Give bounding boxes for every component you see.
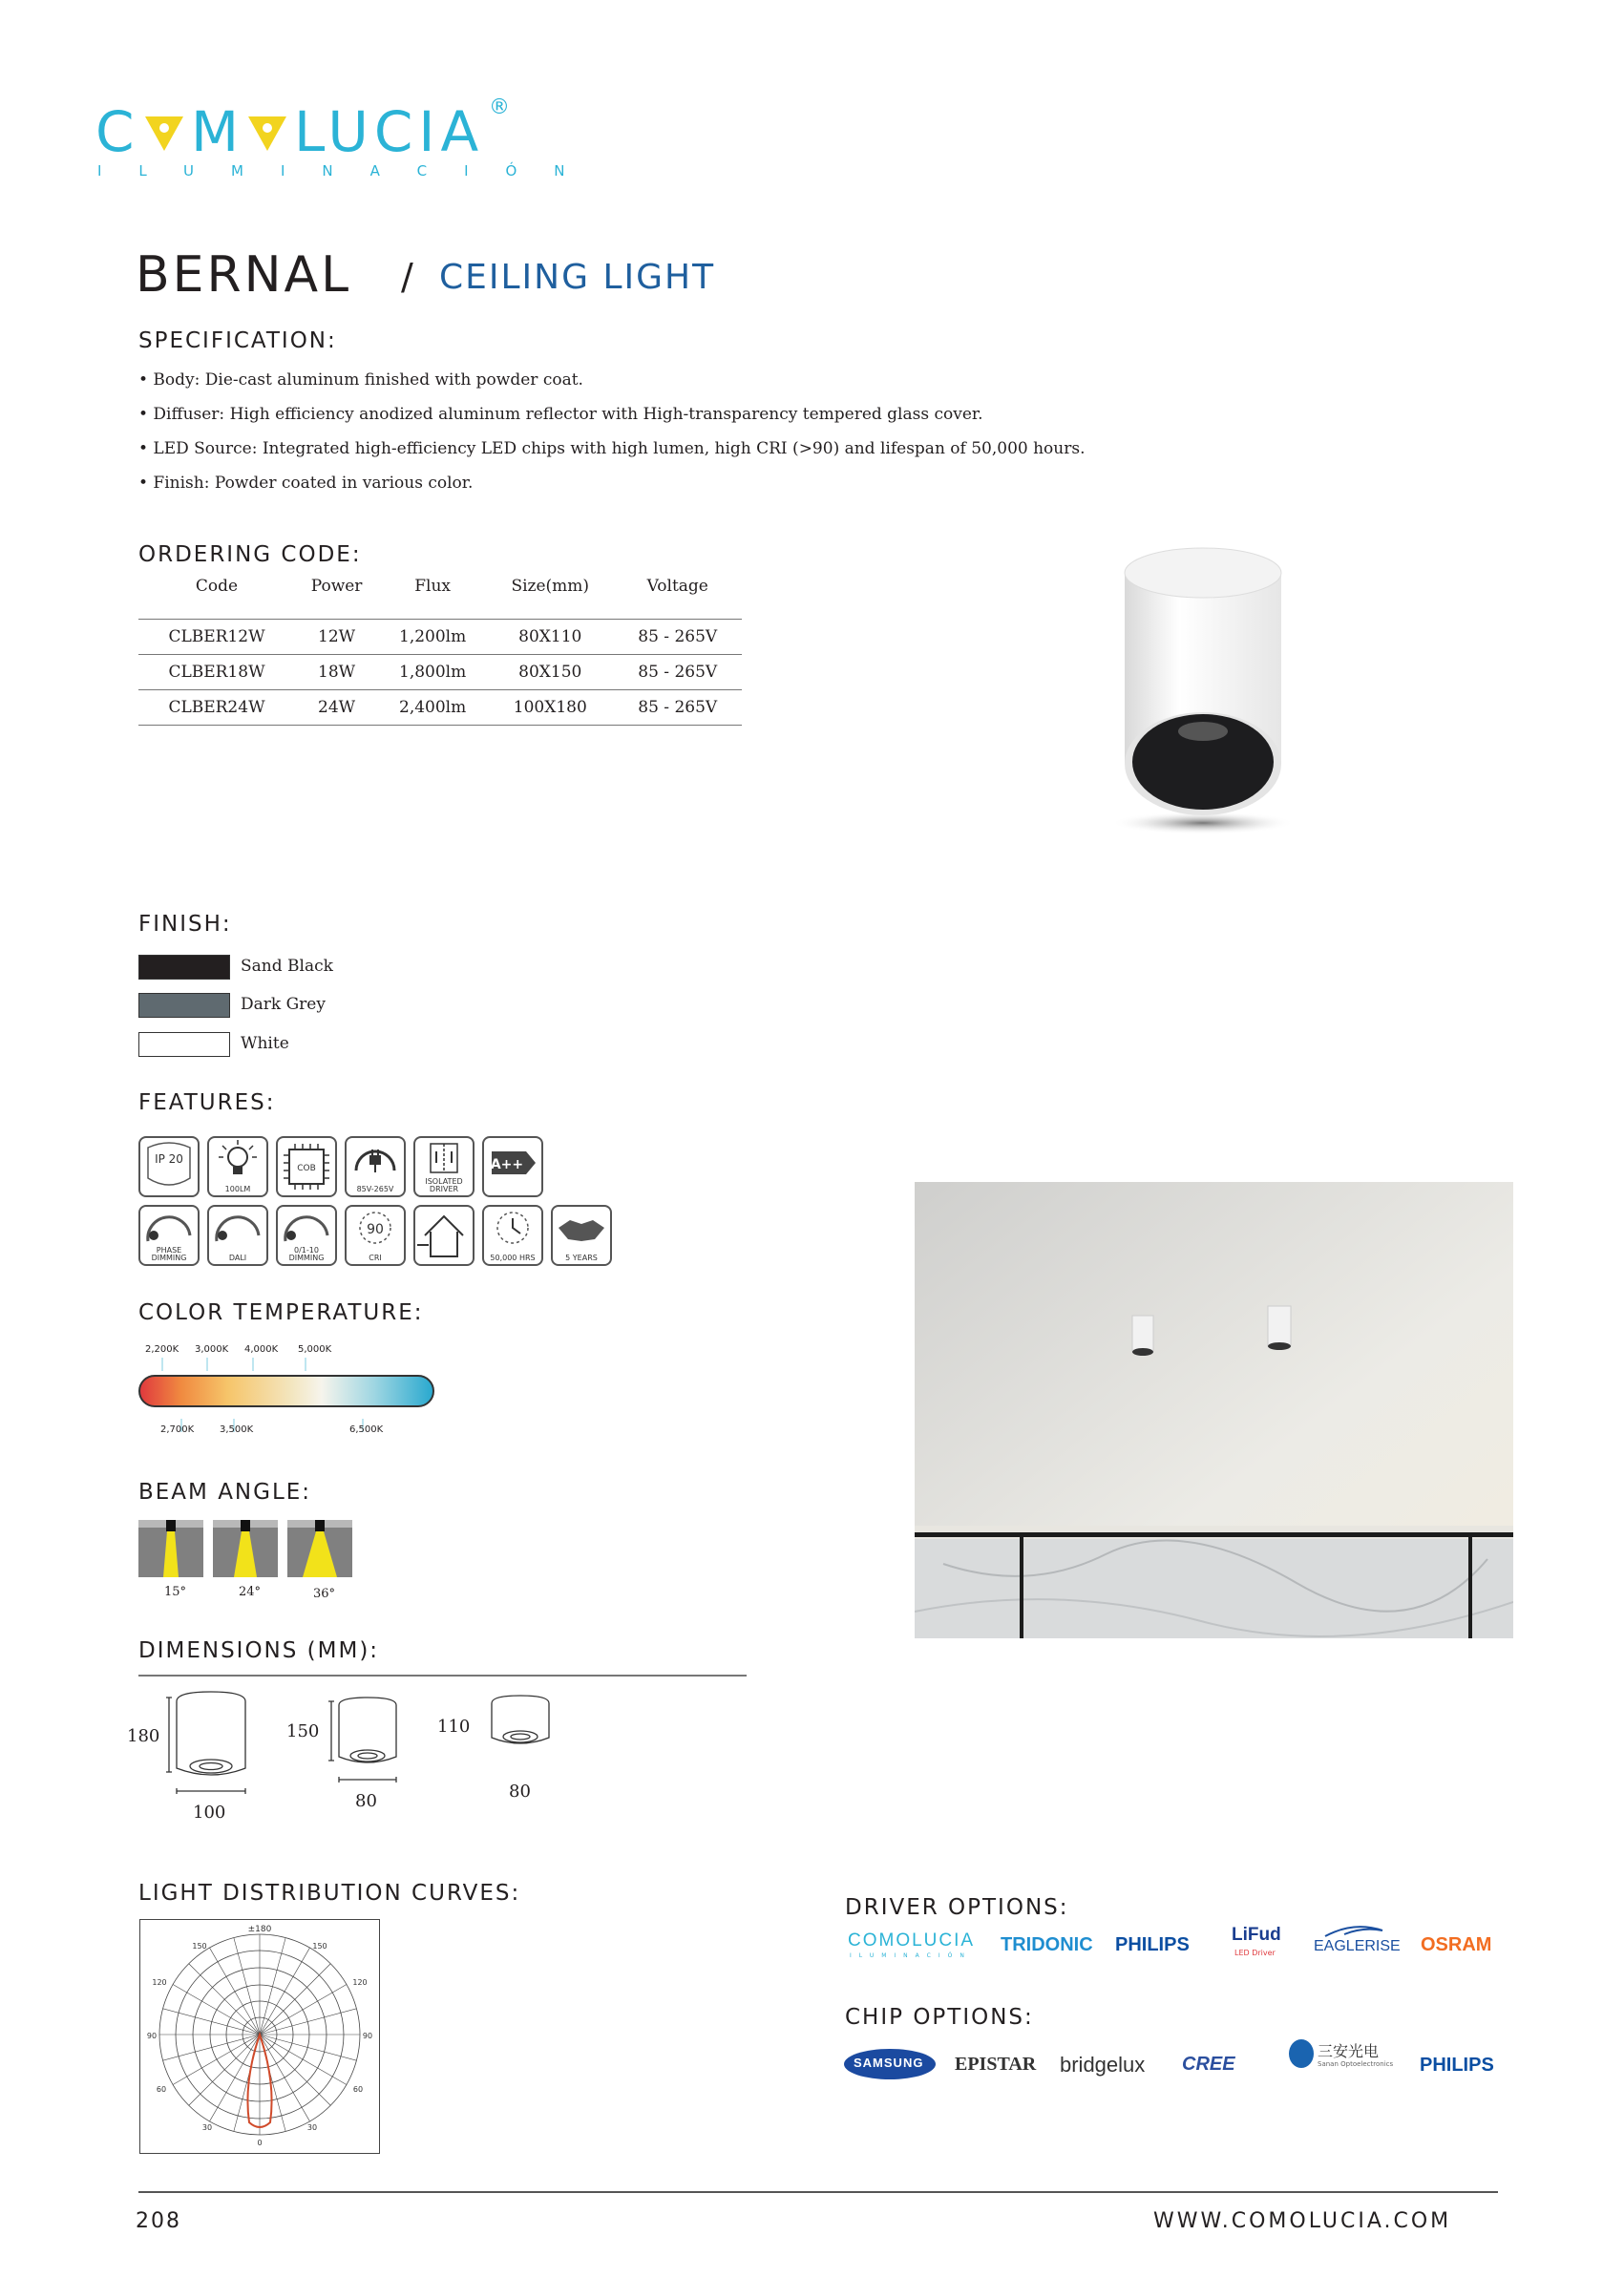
table-cell: 100X180 [487, 689, 613, 725]
table-cell: 18W [295, 654, 378, 689]
phase-dimming-icon [138, 1205, 200, 1266]
brand-osram-logo: OSRAM [1421, 1934, 1492, 1955]
beam-angle-label: 36° [313, 1587, 336, 1601]
installation-photo [915, 1182, 1513, 1638]
brand-tridonic-logo: TRIDONIC [1001, 1934, 1093, 1955]
dimension-height-label: 110 [437, 1717, 471, 1737]
cob-text: COB [297, 1164, 316, 1173]
ct-bottom-label: 2,700K [160, 1424, 195, 1435]
dimension-width-label: 100 [193, 1803, 226, 1823]
feature-caption: DALI [228, 1254, 247, 1262]
polar-spoke [260, 1964, 330, 2035]
angle-label: 90 [146, 2032, 158, 2040]
dali-icon [207, 1205, 268, 1266]
table-cell: 85 - 265V [613, 654, 742, 689]
polar-spoke [210, 1948, 261, 2035]
table-cell: CLBER18W [138, 654, 295, 689]
beam-angle-label: 15° [164, 1585, 187, 1599]
feature-caption: CRI [369, 1254, 382, 1262]
light-distribution-heading: LIGHT DISTRIBUTION CURVES: [138, 1881, 521, 1906]
polar-spoke [260, 1985, 347, 2035]
beam-angle-diagrams [138, 1520, 358, 1581]
table-row [138, 689, 742, 725]
title-separator: / [401, 256, 413, 298]
dimension-width-label: 80 [509, 1782, 531, 1802]
ct-top-label: 5,000K [298, 1344, 332, 1355]
polar-diagram [139, 1919, 380, 2154]
feature-caption: 5 YEARS [565, 1254, 598, 1262]
house-icon [413, 1205, 475, 1266]
logo-wordmark-icon [95, 103, 516, 160]
feature-caption: 50,000 HRS [490, 1254, 536, 1262]
beam-angle-heading: BEAM ANGLE: [138, 1480, 312, 1505]
spec-item: • Finish: Powder coated in various color. [138, 474, 474, 493]
table-cell: 2,400lm [378, 689, 487, 725]
feature-caption: 100LM [224, 1185, 251, 1193]
brand-sanan-icon [1289, 2039, 1314, 2068]
beam-angle-label: 24° [239, 1585, 262, 1599]
table-cell: 80X110 [487, 619, 613, 654]
dimensions-heading: DIMENSIONS (MM): [138, 1638, 380, 1663]
ct-top-label: 3,000K [195, 1344, 229, 1355]
spec-item: • Diffuser: High efficiency anodized aluminum reflector with High-transparency tempered glass cover. [138, 405, 983, 424]
table-row [138, 619, 742, 654]
color-temperature-bar [138, 1375, 434, 1407]
ip20-icon [138, 1136, 200, 1197]
finish-heading: FINISH: [138, 912, 232, 937]
swatch-white [138, 1032, 230, 1057]
dimming-0-10-icon [276, 1205, 337, 1266]
table-cell: CLBER12W [138, 619, 295, 654]
brand-cree-logo: CREE [1182, 2054, 1235, 2075]
finish-label: Sand Black [241, 957, 333, 976]
polar-spoke [173, 2035, 260, 2085]
angle-label: 30 [306, 2123, 318, 2132]
feature-caption: 85V-265V [356, 1185, 394, 1193]
energy-class-icon [482, 1136, 543, 1197]
column-header: Flux [378, 569, 487, 619]
polar-spoke [260, 1938, 285, 2035]
feature-caption: 0/1-10 DIMMING [288, 1246, 325, 1262]
plug-icon [345, 1136, 406, 1197]
handshake-icon [551, 1205, 612, 1266]
ordering-table [138, 569, 742, 726]
column-header: Size(mm) [487, 569, 613, 619]
polar-spoke [260, 2035, 347, 2085]
ct-top-label: 2,200K [145, 1344, 179, 1355]
svg-text:LUCIA: LUCIA [294, 103, 485, 160]
product-image [1107, 544, 1298, 844]
isolated-driver-icon [413, 1136, 475, 1197]
polar-spoke [260, 2035, 356, 2060]
spec-item: • LED Source: Integrated high-efficiency LED chips with high lumen, high CRI (>90) and lifespan of 50,000 hours. [138, 439, 1086, 458]
brand-bridgelux-logo: bridgelux [1060, 2053, 1146, 2077]
angle-label: 60 [156, 2085, 167, 2094]
polar-spoke [210, 2035, 261, 2121]
footer-divider [138, 2191, 1498, 2193]
polar-spoke [189, 1964, 260, 2035]
ip-text: IP 20 [155, 1152, 183, 1166]
lifespan-icon [482, 1205, 543, 1266]
website-link[interactable]: WWW.COMOLUCIA.COM [1153, 2209, 1452, 2233]
finish-label: Dark Grey [241, 995, 326, 1014]
polar-spoke [189, 2035, 260, 2105]
dimension-height-label: 150 [286, 1721, 320, 1741]
angle-label: 150 [192, 1942, 207, 1951]
energy-class-text: A++ [490, 1157, 524, 1172]
polar-grid [140, 1920, 379, 2153]
finish-label: White [241, 1034, 289, 1053]
brand-philips-chip-logo: PHILIPS [1420, 2055, 1494, 2076]
dimension-width-label: 80 [355, 1791, 377, 1811]
specification-heading: SPECIFICATION: [138, 328, 337, 353]
chip-options-heading: CHIP OPTIONS: [845, 2005, 1034, 2030]
polar-spoke [260, 2009, 356, 2035]
column-header: Code [138, 569, 295, 619]
table-cell: 85 - 265V [613, 619, 742, 654]
brand-samsung-text: SAMSUNG [854, 2056, 924, 2070]
polar-spoke [163, 2009, 260, 2035]
table-row [138, 654, 742, 689]
cri-value-text: 90 [367, 1222, 384, 1237]
angle-label: 30 [201, 2123, 213, 2132]
dimensions-divider [138, 1675, 747, 1677]
angle-label: 60 [352, 2085, 364, 2094]
brand-comolucia-logo: COMOLUCIA [848, 1930, 976, 1951]
table-cell: 12W [295, 619, 378, 654]
brand-eaglerise-logo: EAGLERISE [1314, 1938, 1401, 1954]
column-header: Voltage [613, 569, 742, 619]
product-category: CEILING LIGHT [439, 258, 716, 297]
angle-label: 120 [152, 1978, 167, 1987]
product-name: BERNAL [136, 246, 352, 304]
table-cell: 85 - 265V [613, 689, 742, 725]
driver-options-heading: DRIVER OPTIONS: [845, 1895, 1069, 1920]
angle-label: 150 [312, 1942, 327, 1951]
ordering-heading: ORDERING CODE: [138, 542, 362, 567]
cob-chip-icon [276, 1136, 337, 1197]
bulb-icon [207, 1136, 268, 1197]
cri-icon [345, 1205, 406, 1266]
brand-tagline: ILUMINACIÓN [97, 162, 602, 179]
angle-label: ±180 [247, 1925, 272, 1934]
ct-top-label: 4,000K [244, 1344, 279, 1355]
swatch-sand-black [138, 955, 230, 980]
registered-mark: ® [489, 95, 510, 119]
brand-lifud-sub: LED Driver [1234, 1949, 1276, 1957]
swatch-dark-grey [138, 993, 230, 1018]
table-header-row [138, 569, 742, 619]
angle-label: 120 [352, 1978, 368, 1987]
color-temperature-heading: COLOR TEMPERATURE: [138, 1300, 424, 1325]
dimension-height-label: 180 [127, 1726, 160, 1746]
polar-spoke [163, 2035, 260, 2060]
polar-spoke [260, 1948, 310, 2035]
polar-spoke [260, 2035, 310, 2121]
brand-sanan-sub: Sanan Optoelectronics [1318, 2060, 1394, 2068]
table-cell: CLBER24W [138, 689, 295, 725]
brand-lifud-logo: LiFud [1232, 1925, 1281, 1945]
polar-spoke [234, 1938, 260, 2035]
svg-text:C: C [95, 103, 140, 160]
column-header: Power [295, 569, 378, 619]
brand-philips-logo: PHILIPS [1115, 1934, 1190, 1955]
feature-caption: PHASE DIMMING [151, 1246, 187, 1262]
table-cell: 80X150 [487, 654, 613, 689]
svg-text:M: M [191, 103, 245, 160]
page-number: 208 [136, 2209, 181, 2233]
table-cell: 24W [295, 689, 378, 725]
table-cell: 1,800lm [378, 654, 487, 689]
brand-epistar-logo: EPISTAR [955, 2054, 1037, 2075]
ct-bottom-label: 3,500K [220, 1424, 254, 1435]
angle-label: 0 [257, 2139, 263, 2147]
polar-spoke [173, 1985, 260, 2035]
ct-bottom-label: 6,500K [349, 1424, 384, 1435]
polar-spoke [260, 2035, 330, 2105]
brand-comolucia-tagline: ILUMINACIÓN [850, 1952, 972, 1959]
feature-caption: ISOLATED DRIVER [425, 1177, 463, 1193]
spec-item: • Body: Die-cast aluminum finished with powder coat. [138, 370, 583, 390]
features-heading: FEATURES: [138, 1090, 276, 1115]
angle-label: 90 [362, 2032, 373, 2040]
brand-sanan-logo: 三安光电 [1318, 2042, 1380, 2060]
table-cell: 1,200lm [378, 619, 487, 654]
